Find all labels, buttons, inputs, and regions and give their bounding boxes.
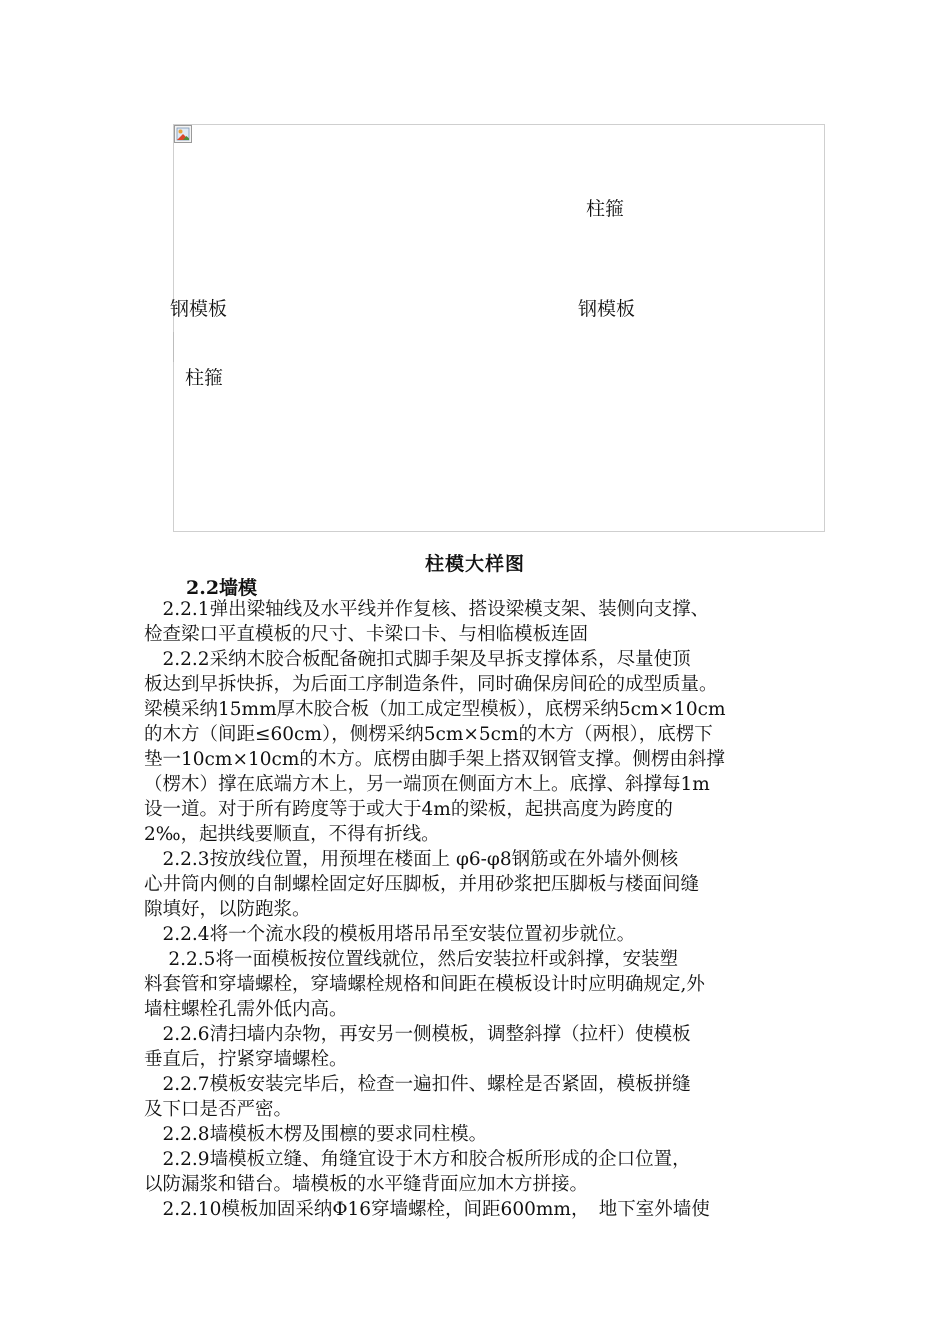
body-line: 2.2.7模板安装完毕后，检查一遍扣件、螺栓是否紧固，模板拼缝	[144, 1074, 691, 1095]
body-line: 心井筒内侧的自制螺栓固定好压脚板，并用砂浆把压脚板与楼面间缝	[144, 874, 700, 895]
figure-divider-line	[173, 332, 174, 362]
label-steel-form-right: 钢模板	[578, 298, 636, 320]
body-line: 料套管和穿墙螺栓，穿墙螺栓规格和间距在模板设计时应明确规定,外	[144, 974, 705, 995]
body-line: 2.2.4将一个流水段的模板用塔吊吊至安装位置初步就位。	[144, 924, 636, 945]
body-line: 板达到早拆快拆，为后面工序制造条件，同时确保房间砼的成型质量。	[144, 674, 718, 695]
body-line: 2‰，起拱线要顺直，不得有折线。	[144, 824, 440, 845]
body-line: 2.2.6清扫墙内杂物，再安另一侧模板，调整斜撑（拉杆）使模板	[144, 1024, 691, 1045]
column-formwork-figure	[170, 124, 825, 532]
body-line: 梁模采纳15mm厚木胶合板（加工成定型模板），底楞采纳5cm×10cm	[144, 699, 726, 720]
body-line: 垫一10cm×10cm的木方。底楞由脚手架上搭双钢管支撑。侧楞由斜撑	[144, 749, 725, 770]
body-line: 隙填好，以防跑浆。	[144, 899, 311, 920]
body-line: 设一道。对于所有跨度等于或大于4m的梁板，起拱高度为跨度的	[144, 799, 673, 820]
body-line: 2.2.10模板加固采纳Φ16穿墙螺栓，间距600mm， 地下室外墙使	[144, 1199, 710, 1220]
label-column-hoop-top: 柱箍	[586, 198, 625, 220]
label-steel-form-left: 钢模板	[170, 298, 228, 320]
section-heading: 2.2墙模	[186, 577, 258, 599]
body-line: 墙柱螺栓孔需外低内高。	[144, 999, 348, 1020]
body-line: 2.2.8墙模板木楞及围檩的要求同柱模。	[144, 1124, 488, 1145]
label-column-hoop-left: 柱箍	[185, 367, 224, 389]
body-line: 2.2.5将一面模板按位置线就位，然后安装拉杆或斜撑，安装塑	[144, 949, 678, 970]
body-line: 2.2.3按放线位置，用预埋在楼面上 φ6-φ8钢筋或在外墙外侧核	[144, 849, 679, 870]
body-line: 的木方（间距≤60cm），侧楞采纳5cm×5cm的木方（两根），底楞下	[144, 724, 713, 745]
body-line: 以防漏浆和错台。墙模板的水平缝背面应加木方拼接。	[144, 1174, 589, 1195]
figure-caption: 柱模大样图	[424, 553, 525, 575]
body-line: 2.2.2采纳木胶合板配备碗扣式脚手架及早拆支撑体系，尽量使顶	[144, 649, 691, 670]
body-line: 2.2.9墙模板立缝、角缝宜设于木方和胶合板所形成的企口位置，	[144, 1149, 691, 1170]
section-body	[144, 597, 844, 1222]
body-line: 垂直后，拧紧穿墙螺栓。	[144, 1049, 348, 1070]
body-line: 及下口是否严密。	[144, 1099, 293, 1120]
body-line: （楞木）撑在底端方木上，另一端顶在侧面方木上。底撑、斜撑每1m	[144, 774, 710, 795]
body-line: 2.2.1弹出梁轴线及水平线并作复核、搭设梁模支架、装侧向支撑、	[144, 599, 710, 620]
body-line: 检查梁口平直模板的尺寸、卡梁口卡、与相临模板连固	[144, 624, 589, 645]
broken-image-icon	[174, 125, 192, 143]
